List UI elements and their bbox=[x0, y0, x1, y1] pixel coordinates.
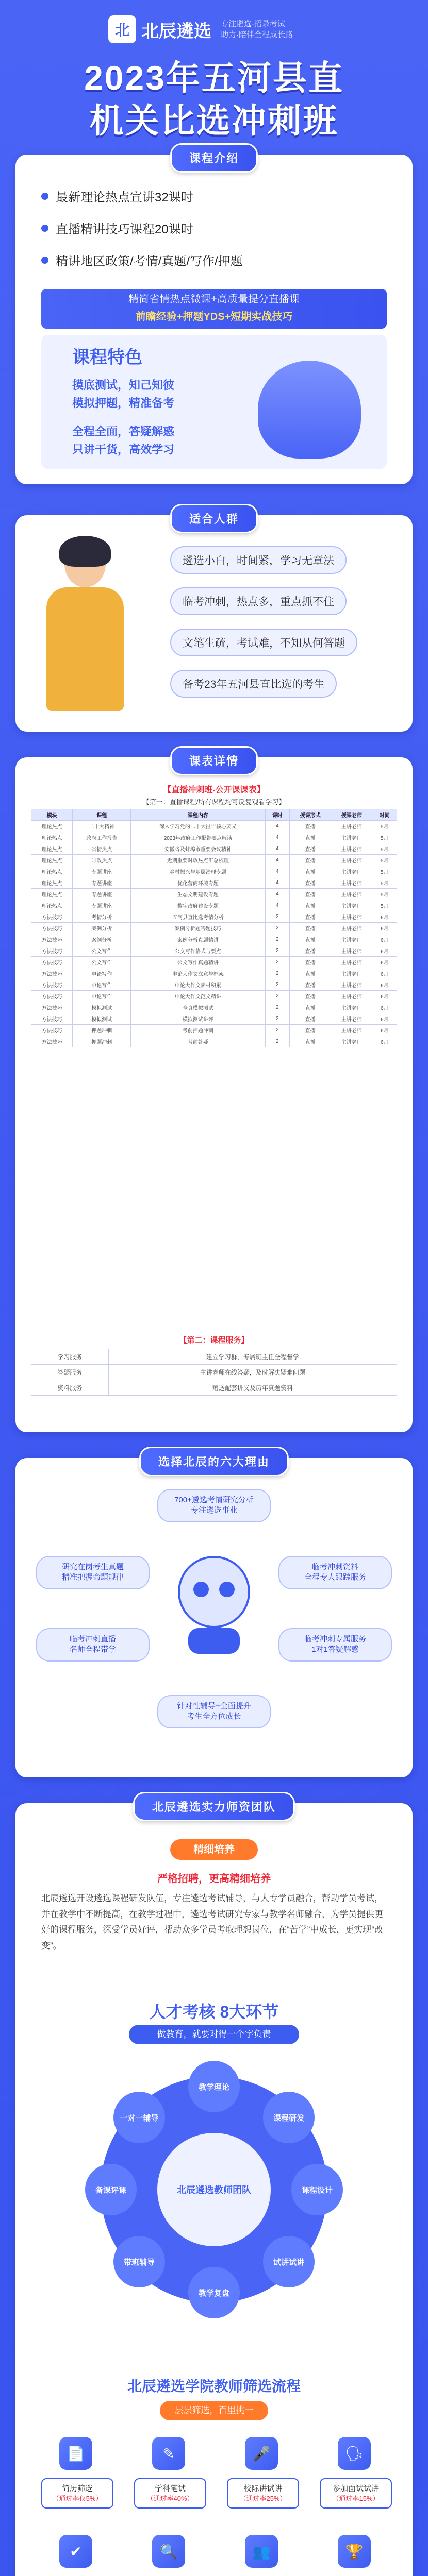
ring-item: 教学复盘 bbox=[188, 2267, 240, 2318]
table-cell: 主讲老师 bbox=[331, 855, 372, 866]
service-row bbox=[31, 1349, 397, 1365]
table-header-cell: 授课形式 bbox=[290, 809, 331, 821]
flow-step-icon: 🎤 bbox=[245, 2437, 278, 2470]
table-cell: 方法技巧 bbox=[31, 968, 73, 979]
team-sub-pill: 精细培养 bbox=[170, 1839, 258, 1860]
table-cell: 2 bbox=[265, 934, 289, 945]
table-cell: 2 bbox=[265, 979, 289, 991]
table-cell: 直播 bbox=[290, 821, 331, 832]
page-title bbox=[0, 57, 428, 142]
table-cell: 5月 bbox=[372, 855, 397, 866]
table-cell: 5月 bbox=[372, 889, 397, 900]
reasons-pill: 选择北辰的六大理由 bbox=[139, 1447, 289, 1476]
table-row bbox=[31, 900, 397, 911]
table-cell: 案例分析 bbox=[73, 934, 131, 945]
table-cell: 4 bbox=[265, 900, 289, 911]
table-cell: 专题讲座 bbox=[73, 866, 131, 877]
table-cell: 申论写作 bbox=[73, 991, 131, 1002]
table-cell: 主讲老师 bbox=[331, 934, 372, 945]
reason-item: 临考冲刺直播 名师全程带学 bbox=[36, 1628, 150, 1662]
flow-step-icon: 🏆 bbox=[338, 2535, 371, 2568]
table-cell: 模拟测试讲评 bbox=[131, 1013, 265, 1025]
service-cell: 答疑服务 bbox=[31, 1365, 109, 1380]
table-cell: 6月 bbox=[372, 968, 397, 979]
audience-card bbox=[15, 515, 413, 732]
table-cell: 2 bbox=[265, 1002, 289, 1013]
table-cell: 6月 bbox=[372, 957, 397, 968]
table-cell: 5月 bbox=[372, 821, 397, 832]
table-cell: 理论热点 bbox=[31, 855, 73, 866]
service-table bbox=[31, 1349, 397, 1396]
table-cell: 直播 bbox=[290, 945, 331, 957]
feature-item: 摸底测试，知己知彼 模拟押题，精准备考 bbox=[72, 379, 175, 410]
table-cell: 6月 bbox=[372, 1013, 397, 1025]
table-cell: 申论大作文范文精讲 bbox=[131, 991, 265, 1002]
table-cell: 4 bbox=[265, 832, 289, 843]
table-cell: 2 bbox=[265, 1013, 289, 1025]
title-line-2: 机关比选冲刺班 bbox=[89, 101, 339, 140]
table-row bbox=[31, 968, 397, 979]
table-header-cell: 课时 bbox=[265, 809, 289, 821]
table-cell: 6月 bbox=[372, 1002, 397, 1013]
table-cell: 5月 bbox=[372, 877, 397, 889]
table-row bbox=[31, 821, 397, 832]
table-row bbox=[31, 923, 397, 934]
table-cell: 4 bbox=[265, 855, 289, 866]
table-header-cell: 课程 bbox=[73, 809, 131, 821]
bullet-dot-icon bbox=[41, 193, 48, 200]
table-row bbox=[31, 957, 397, 968]
intro-card bbox=[15, 152, 413, 484]
table-cell: 全真模拟测试 bbox=[131, 1002, 265, 1013]
flow-step-icon: ✎ bbox=[152, 2437, 185, 2470]
table-cell: 近期重要时政热点汇总梳理 bbox=[131, 855, 265, 866]
title-line-1: 2023年五河县直 bbox=[84, 59, 344, 97]
reason-item: 临考冲刺资料 全程专人跟踪服务 bbox=[278, 1556, 392, 1589]
feature-item: 全程全面，答疑解惑 只讲干货，高效学习 bbox=[72, 425, 175, 456]
table-cell: 主讲老师 bbox=[331, 843, 372, 855]
table-cell: 方法技巧 bbox=[31, 991, 73, 1002]
logo-sub-2: 助力·陪伴全程成长路 bbox=[221, 30, 293, 39]
audience-pill: 适合人群 bbox=[170, 504, 258, 533]
table-cell: 押题冲刺 bbox=[73, 1025, 131, 1036]
table-cell: 直播 bbox=[290, 889, 331, 900]
logo bbox=[108, 15, 293, 43]
table-cell: 数字政府建设专题 bbox=[131, 900, 265, 911]
table-row bbox=[31, 1013, 397, 1025]
table-cell: 直播 bbox=[290, 1036, 331, 1047]
bullet-dot-icon bbox=[41, 225, 48, 232]
service-row bbox=[31, 1380, 397, 1396]
table-cell: 主讲老师 bbox=[331, 923, 372, 934]
banner-line-2: 前瞻经验+押题YDS+短期实战技巧 bbox=[135, 311, 293, 323]
table-cell: 政府工作报告 bbox=[73, 832, 131, 843]
table-cell: 2 bbox=[265, 911, 289, 923]
table-cell: 主讲老师 bbox=[331, 1013, 372, 1025]
ring-item: 教学理论 bbox=[188, 2061, 240, 2112]
table-cell: 4 bbox=[265, 821, 289, 832]
audience-person-illustration-icon bbox=[36, 541, 134, 716]
reason-item: 临考冲刺专属服务 1对1答疑解惑 bbox=[278, 1628, 392, 1662]
table-cell: 专题讲座 bbox=[73, 900, 131, 911]
table-cell: 主讲老师 bbox=[331, 889, 372, 900]
table-cell: 乡村振兴与基层治理专题 bbox=[131, 866, 265, 877]
table-row bbox=[31, 877, 397, 889]
table-cell: 主讲老师 bbox=[331, 957, 372, 968]
table-cell: 生态文明建设专题 bbox=[131, 889, 265, 900]
table-cell: 4 bbox=[265, 889, 289, 900]
audience-item: 临考冲刺，热点多，重点抓不住 bbox=[170, 587, 347, 615]
table-cell: 主讲老师 bbox=[331, 900, 372, 911]
table-cell: 2023年政府工作报告要点解读 bbox=[131, 832, 265, 843]
table-cell: 方法技巧 bbox=[31, 934, 73, 945]
table-cell: 直播 bbox=[290, 900, 331, 911]
table-cell: 主讲老师 bbox=[331, 832, 372, 843]
flow-step: 学科笔试 （通过率40%） bbox=[134, 2478, 206, 2509]
features-box bbox=[41, 335, 387, 469]
table-cell: 方法技巧 bbox=[31, 911, 73, 923]
table-cell: 2 bbox=[265, 968, 289, 979]
table-cell: 深入学习党的二十大报告核心要义 bbox=[131, 821, 265, 832]
table-cell: 直播 bbox=[290, 877, 331, 889]
team-pill: 北辰遴选实力师资团队 bbox=[133, 1792, 295, 1821]
table-cell: 案例分析 bbox=[73, 923, 131, 934]
table-row bbox=[31, 911, 397, 923]
table-cell: 押题冲刺 bbox=[73, 1036, 131, 1047]
table-cell: 5月 bbox=[372, 866, 397, 877]
table-cell: 4 bbox=[265, 866, 289, 877]
table-cell: 理论热点 bbox=[31, 843, 73, 855]
team-card bbox=[15, 1803, 413, 2576]
audience-item: 遴选小白，时间紧，学习无章法 bbox=[170, 546, 347, 574]
table-cell: 考情分析 bbox=[73, 911, 131, 923]
table-cell: 申论写作 bbox=[73, 979, 131, 991]
table-cell: 主讲老师 bbox=[331, 968, 372, 979]
flow-step-icon: ✔ bbox=[59, 2535, 92, 2568]
table-cell: 方法技巧 bbox=[31, 957, 73, 968]
table-cell: 模拟测试 bbox=[73, 1002, 131, 1013]
table-cell: 方法技巧 bbox=[31, 945, 73, 957]
table-cell: 直播 bbox=[290, 968, 331, 979]
reason-item: 700+遴选考情研究分析 专注遴选事业 bbox=[157, 1489, 271, 1522]
table-cell: 直播 bbox=[290, 1025, 331, 1036]
table-cell: 直播 bbox=[290, 1002, 331, 1013]
table-cell: 5月 bbox=[372, 832, 397, 843]
audience-item: 备考23年五河县直比选的考生 bbox=[170, 670, 337, 698]
table-cell: 6月 bbox=[372, 945, 397, 957]
features-title: 课程特色 bbox=[72, 348, 142, 367]
mascot-illustration-icon bbox=[258, 361, 361, 459]
table-cell: 直播 bbox=[290, 832, 331, 843]
audience-item: 文笔生疏，考试难，不知从何答题 bbox=[170, 629, 357, 656]
table-row bbox=[31, 979, 397, 991]
table-header-cell: 模块 bbox=[31, 809, 73, 821]
intro-bullets bbox=[41, 180, 392, 276]
intro-banner bbox=[41, 289, 387, 329]
table-cell: 优化营商环境专题 bbox=[131, 877, 265, 889]
detail-pill: 课表详情 bbox=[170, 746, 258, 775]
flow-step: 校际讲试讲 （通过率25%） bbox=[227, 2478, 299, 2509]
table-cell: 模拟测试 bbox=[73, 1013, 131, 1025]
table-cell: 申论写作 bbox=[73, 968, 131, 979]
intro-bullet: 最新理论热点宣讲32课时 bbox=[41, 180, 392, 212]
table-cell: 案例分析真题精讲 bbox=[131, 934, 265, 945]
flow-step: 简历筛选 （通过率仅5%） bbox=[41, 2478, 113, 2509]
table-row bbox=[31, 945, 397, 957]
service-cell: 赠送配套讲义及历年真题资料 bbox=[108, 1380, 397, 1396]
service-cell: 建立学习群，专属班主任全程督学 bbox=[108, 1349, 397, 1365]
flow-step-icon: 🗣 bbox=[338, 2437, 371, 2470]
ring-item: 课程设计 bbox=[291, 2164, 343, 2215]
table-header-cell: 授课老师 bbox=[331, 809, 372, 821]
table-cell: 五河县直比选考情分析 bbox=[131, 911, 265, 923]
table-cell: 直播 bbox=[290, 923, 331, 934]
ring-item: 一对一辅导 bbox=[113, 2092, 165, 2143]
table-cell: 主讲老师 bbox=[331, 979, 372, 991]
table-row bbox=[31, 832, 397, 843]
intro-pill: 课程介绍 bbox=[170, 143, 258, 173]
table-cell: 主讲老师 bbox=[331, 1002, 372, 1013]
table-cell: 方法技巧 bbox=[31, 1036, 73, 1047]
table-cell: 主讲老师 bbox=[331, 991, 372, 1002]
table-cell: 理论热点 bbox=[31, 821, 73, 832]
table-cell: 公文写作格式与要点 bbox=[131, 945, 265, 957]
table-cell: 6月 bbox=[372, 923, 397, 934]
table-cell: 申论大作文素材积累 bbox=[131, 979, 265, 991]
table-cell: 方法技巧 bbox=[31, 1013, 73, 1025]
table-cell: 专题讲座 bbox=[73, 877, 131, 889]
service-cell: 学习服务 bbox=[31, 1349, 109, 1365]
reasons-card bbox=[15, 1455, 413, 1777]
table-cell: 2 bbox=[265, 923, 289, 934]
logo-mark-icon: 北 bbox=[108, 15, 136, 43]
table-cell: 方法技巧 bbox=[31, 923, 73, 934]
table-cell: 5月 bbox=[372, 900, 397, 911]
detail-table-title: 【直播冲刺班-公开课课表】 bbox=[163, 786, 265, 794]
intro-bullet: 精讲地区政策/考情/真题/写作/押题 bbox=[41, 244, 392, 276]
cultivate-title: 人才考核 8大环节 bbox=[149, 2003, 279, 2021]
table-row bbox=[31, 855, 397, 866]
table-cell: 直播 bbox=[290, 911, 331, 923]
cultivate-sub: 做教育，就要对得一个字负责 bbox=[129, 2025, 299, 2044]
table-cell: 理论热点 bbox=[31, 832, 73, 843]
table-cell: 方法技巧 bbox=[31, 1025, 73, 1036]
table-row bbox=[31, 991, 397, 1002]
table-cell: 主讲老师 bbox=[331, 1036, 372, 1047]
table-row bbox=[31, 843, 397, 855]
intro-bullet: 直播精讲技巧课程20课时 bbox=[41, 212, 392, 244]
cultivate-center-label: 北辰遴选教师团队 bbox=[177, 2185, 251, 2195]
table-cell: 主讲老师 bbox=[331, 866, 372, 877]
table-cell: 6月 bbox=[372, 934, 397, 945]
table-row bbox=[31, 934, 397, 945]
table-cell: 2 bbox=[265, 1025, 289, 1036]
table-cell: 直播 bbox=[290, 957, 331, 968]
flow-title: 北辰遴选学院教师筛选流程 bbox=[127, 2378, 301, 2394]
flow-step-icon: 📄 bbox=[59, 2437, 92, 2470]
table-cell: 理论热点 bbox=[31, 866, 73, 877]
ring-item: 带班辅导 bbox=[113, 2236, 165, 2287]
logo-name: 北辰遴选 bbox=[141, 21, 211, 41]
schedule-table bbox=[31, 809, 397, 1047]
table-cell: 公文写作 bbox=[73, 957, 131, 968]
detail-card bbox=[15, 757, 413, 1432]
table-cell: 省情热点 bbox=[73, 843, 131, 855]
table-row bbox=[31, 1036, 397, 1047]
table-cell: 6月 bbox=[372, 911, 397, 923]
table-header-cell: 时间 bbox=[372, 809, 397, 821]
ring-item: 课程研发 bbox=[263, 2092, 315, 2143]
table-cell: 理论热点 bbox=[31, 889, 73, 900]
table-cell: 理论热点 bbox=[31, 900, 73, 911]
table-cell: 主讲老师 bbox=[331, 877, 372, 889]
cultivate-ring bbox=[80, 2056, 348, 2324]
table-cell: 直播 bbox=[290, 1013, 331, 1025]
table-cell: 主讲老师 bbox=[331, 821, 372, 832]
table-row bbox=[31, 866, 397, 877]
header bbox=[0, 0, 428, 155]
mascot-center-icon bbox=[168, 1551, 260, 1654]
table-cell: 公文写作 bbox=[73, 945, 131, 957]
service-row bbox=[31, 1365, 397, 1380]
table-cell: 直播 bbox=[290, 843, 331, 855]
team-sub-heading: 严格招聘，更高精细培养 bbox=[157, 1873, 271, 1885]
table-cell: 直播 bbox=[290, 979, 331, 991]
table-cell: 4 bbox=[265, 877, 289, 889]
table-cell: 4 bbox=[265, 843, 289, 855]
table-cell: 2 bbox=[265, 991, 289, 1002]
flow-step-icon: 🔍 bbox=[152, 2535, 185, 2568]
ring-item: 试讲试讲 bbox=[263, 2236, 315, 2287]
table-cell: 考前答疑 bbox=[131, 1036, 265, 1047]
table-cell: 6月 bbox=[372, 1036, 397, 1047]
table-cell: 二十大精神 bbox=[73, 821, 131, 832]
table-cell: 直播 bbox=[290, 866, 331, 877]
table-cell: 5月 bbox=[372, 843, 397, 855]
team-paragraph: 北辰遴选开设遴选课程研发队伍，专注遴选考试辅导，与大专学员融合，帮助学员考试，并在教学中不断提高，在教学过程中，遴选考试研究专家与教学名师融合，为学员提供更好的课程服务，深受学员好评，帮助众多学员考取理想岗位，在“苦学”中成长，更实现“改变”。 bbox=[41, 1893, 383, 1951]
table-cell: 安徽省及蚌埠市重要会议精神 bbox=[131, 843, 265, 855]
logo-sub-1: 专注遴选·招录考试 bbox=[221, 20, 285, 28]
reason-item: 针对性辅导+全面提升 考生全方位成长 bbox=[157, 1695, 271, 1728]
bullet-dot-icon bbox=[41, 257, 48, 264]
table-cell: 直播 bbox=[290, 934, 331, 945]
table-cell: 直播 bbox=[290, 855, 331, 866]
table-cell: 时政热点 bbox=[73, 855, 131, 866]
service-cell: 主讲老师在线答疑，及时解决疑难问题 bbox=[108, 1365, 397, 1380]
flow-step-icon: 👥 bbox=[245, 2535, 278, 2568]
table-cell: 6月 bbox=[372, 1025, 397, 1036]
table-cell: 方法技巧 bbox=[31, 979, 73, 991]
table-cell: 主讲老师 bbox=[331, 911, 372, 923]
table-cell: 2 bbox=[265, 957, 289, 968]
table-cell: 主讲老师 bbox=[331, 945, 372, 957]
reason-item: 研究在岗考生真题 精准把握命题规律 bbox=[36, 1556, 150, 1589]
table-cell: 考前押题冲刺 bbox=[131, 1025, 265, 1036]
table-cell: 2 bbox=[265, 945, 289, 957]
table-row bbox=[31, 1025, 397, 1036]
detail-table-subtitle: 【第一：直播课程/所有课程均可反复观看学习】 bbox=[142, 798, 286, 806]
flow-step: 参加面试试讲 （通过率15%） bbox=[320, 2478, 392, 2509]
table-cell: 6月 bbox=[372, 979, 397, 991]
table-cell: 方法技巧 bbox=[31, 1002, 73, 1013]
table-cell: 专题讲座 bbox=[73, 889, 131, 900]
table-cell: 案例分析题答题技巧 bbox=[131, 923, 265, 934]
banner-line-1: 精简省情热点微课+高质量提分直播课 bbox=[128, 294, 300, 305]
service-title: 【第二：课程服务】 bbox=[179, 1336, 249, 1345]
table-row bbox=[31, 1002, 397, 1013]
table-cell: 公文写作真题精讲 bbox=[131, 957, 265, 968]
table-cell: 直播 bbox=[290, 991, 331, 1002]
flow-sub-pill: 层层筛选，百里挑一 bbox=[160, 2401, 268, 2420]
table-cell: 2 bbox=[265, 1036, 289, 1047]
table-cell: 主讲老师 bbox=[331, 1025, 372, 1036]
table-cell: 6月 bbox=[372, 991, 397, 1002]
table-row bbox=[31, 889, 397, 900]
table-cell: 理论热点 bbox=[31, 877, 73, 889]
table-cell: 申论大作文立意与框架 bbox=[131, 968, 265, 979]
table-header-cell: 课程内容 bbox=[131, 809, 265, 821]
service-cell: 资料服务 bbox=[31, 1380, 109, 1396]
ring-item: 备课评课 bbox=[85, 2164, 137, 2215]
